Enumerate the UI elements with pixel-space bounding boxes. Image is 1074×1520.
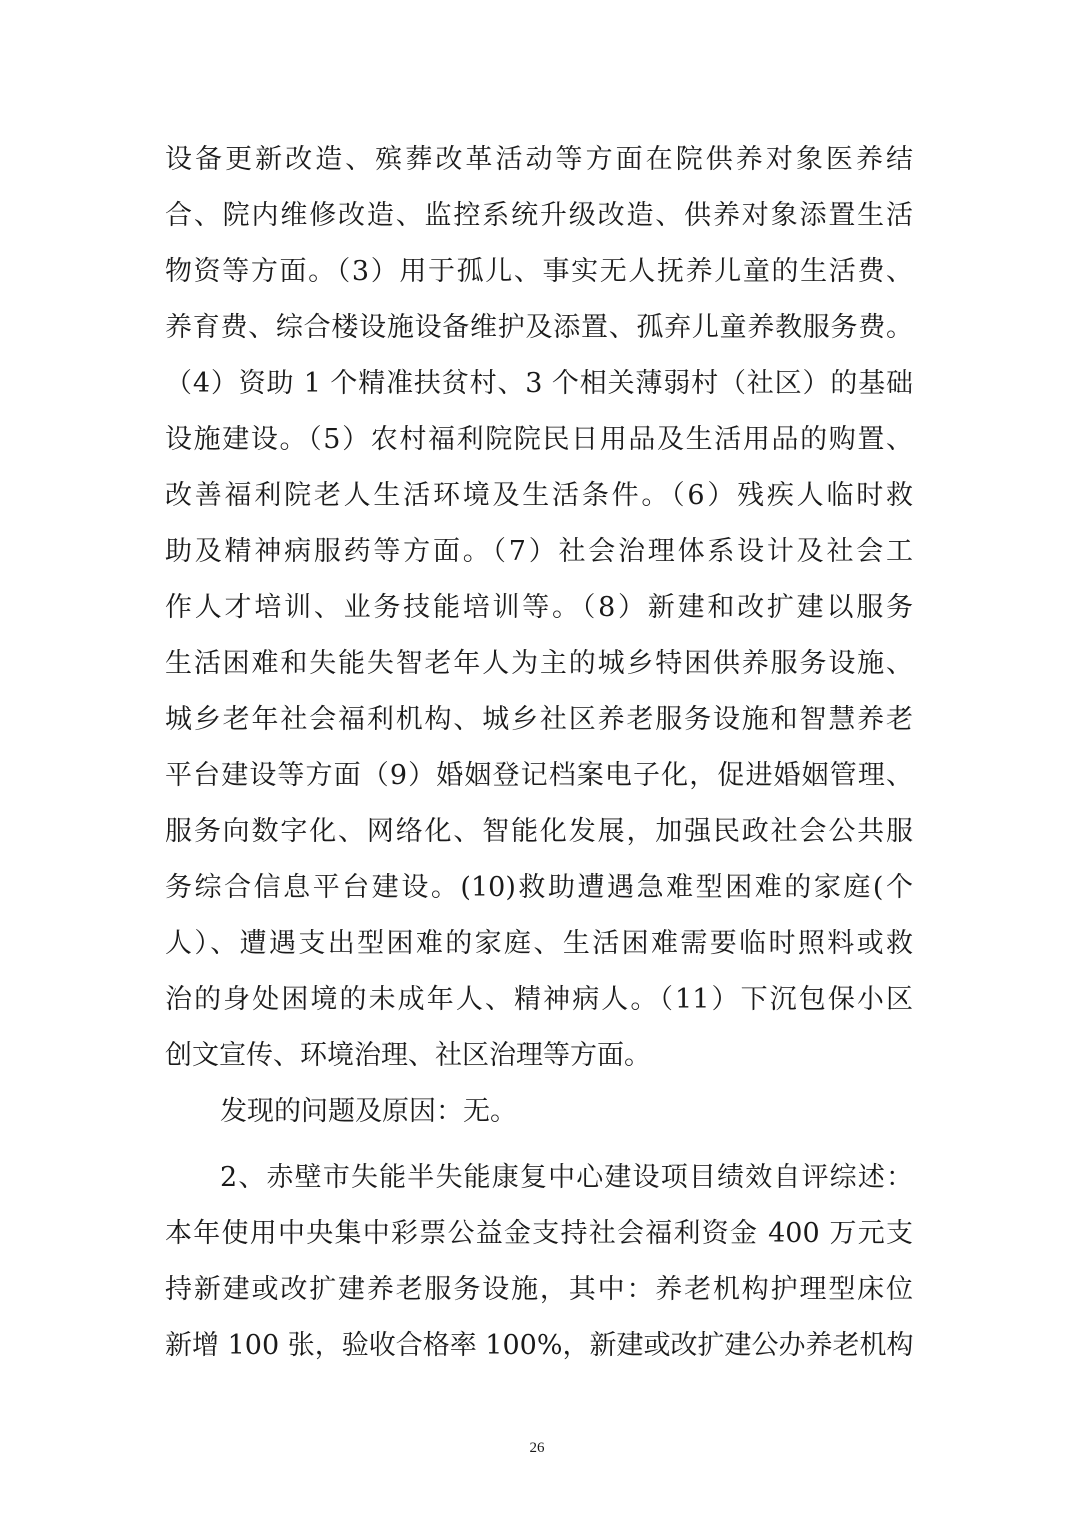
body-text-line: 养育费、综合楼设施设备维护及添置、孤弃儿童养教服务费。: [165, 312, 913, 343]
body-text-line: 改善福利院老人生活环境及生活条件。（6）残疾人临时救: [165, 480, 913, 511]
body-text-line: 城乡老年社会福利机构、城乡社区养老服务设施和智慧养老: [165, 704, 913, 735]
body-text-line: 治的身处困境的未成年人、精神病人。（11）下沉包保小区: [165, 984, 913, 1015]
page-number: 26: [529, 1440, 545, 1456]
body-text-line: 设备更新改造、殡葬改革活动等方面在院供养对象医养结: [165, 144, 913, 175]
body-text-line: 合、院内维修改造、监控系统升级改造、供养对象添置生活: [165, 200, 913, 231]
body-text-line: 人）、遭遇支出型困难的家庭、生活困难需要临时照料或救: [165, 928, 913, 959]
body-text-line: 设施建设。（5）农村福利院院民日用品及生活用品的购置、: [165, 424, 913, 455]
body-text-line: 生活困难和失能失智老年人为主的城乡特困供养服务设施、: [165, 648, 913, 679]
body-text-line: 作人才培训、业务技能培训等。（8）新建和改扩建以服务: [165, 592, 913, 623]
body-text-line: 持新建或改扩建养老服务设施，其中：养老机构护理型床位: [165, 1274, 913, 1305]
issues-statement: 发现的问题及原因：无。: [220, 1096, 517, 1127]
body-text-line: 创文宣传、环境治理、社区治理等方面。: [165, 1040, 651, 1071]
body-text-line: 平台建设等方面（9）婚姻登记档案电子化，促进婚姻管理、: [165, 760, 913, 791]
body-text-line: （4）资助 1 个精准扶贫村、3 个相关薄弱村（社区）的基础: [165, 368, 913, 399]
body-text-line: 本年使用中央集中彩票公益金支持社会福利资金 400 万元支: [165, 1218, 913, 1249]
body-text-line: 物资等方面。（3）用于孤儿、事实无人抚养儿童的生活费、: [165, 256, 913, 287]
body-text-line: 服务向数字化、网络化、智能化发展，加强民政社会公共服: [165, 816, 913, 847]
section-heading-line: 2、赤壁市失能半失能康复中心建设项目绩效自评综述：: [220, 1162, 913, 1193]
body-text-line: 助及精神病服药等方面。（7）社会治理体系设计及社会工: [165, 536, 913, 567]
body-text-line: 新增 100 张，验收合格率 100%，新建或改扩建公办养老机构: [165, 1330, 913, 1361]
body-text-line: 务综合信息平台建设。(10)救助遭遇急难型困难的家庭(个: [165, 872, 913, 903]
